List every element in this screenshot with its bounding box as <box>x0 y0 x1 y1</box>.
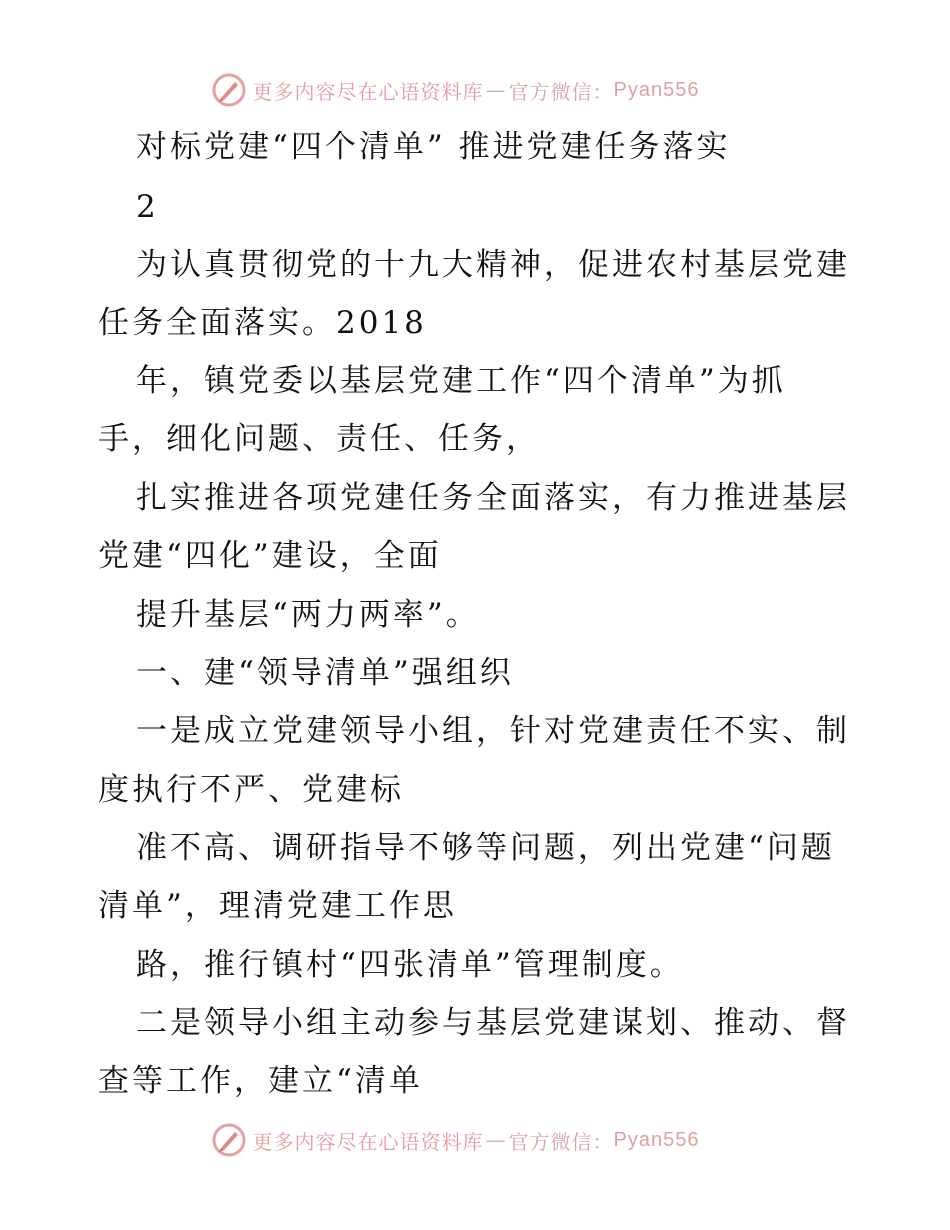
watermark-main-text: 更多内容尽在心语资料库 <box>252 79 484 104</box>
watermark-wechat-id: Pyan556 <box>613 78 700 101</box>
watermark-sub-text: 官方微信： <box>508 1129 614 1154</box>
document-line: 提升基层“两力两率”。 <box>136 597 480 633</box>
watermark-wechat-id: Pyan556 <box>613 1128 700 1151</box>
pen-logo-icon <box>211 72 247 108</box>
document-title: 对标党建“四个清单” 推进党建任务落实 <box>136 129 731 165</box>
watermark-sub-text: 官方微信： <box>508 79 614 104</box>
document-line: 2 <box>136 189 159 225</box>
pen-logo-icon <box>211 1122 247 1158</box>
document-line: 手，细化问题、责任、任务， <box>98 421 540 457</box>
watermark-dash: — <box>485 1128 507 1152</box>
watermark-footer <box>0 1120 950 1160</box>
document-line: 任务全面落实。2018 <box>98 305 427 341</box>
document-line: 准不高、调研指导不够等问题，列出党建“问题 <box>136 830 835 866</box>
watermark-main-text: 更多内容尽在心语资料库 <box>252 1129 484 1154</box>
document-line: 二是领导小组主动参与基层党建谋划、推动、督 <box>136 1005 850 1041</box>
document-line: 扎实推进各项党建任务全面落实，有力推进基层 <box>136 480 850 516</box>
document-line: 清单”，理清党建工作思 <box>98 888 457 924</box>
watermark-header <box>0 70 950 110</box>
document-line: 年，镇党委以基层党建工作“四个清单”为抓 <box>136 363 786 399</box>
document-line: 路，推行镇村“四张清单”管理制度。 <box>136 947 684 983</box>
document-line: 为认真贯彻党的十九大精神，促进农村基层党建 <box>136 247 850 283</box>
section-heading: 一、建“领导清单”强组织 <box>136 655 514 691</box>
document-line: 一是成立党建领导小组，针对党建责任不实、制 <box>136 713 850 749</box>
watermark-dash: — <box>485 78 507 102</box>
document-line: 度执行不严、党建标 <box>98 772 404 808</box>
document-line: 查等工作，建立“清单 <box>98 1063 423 1099</box>
document-line: 党建“四化”建设，全面 <box>98 538 442 574</box>
